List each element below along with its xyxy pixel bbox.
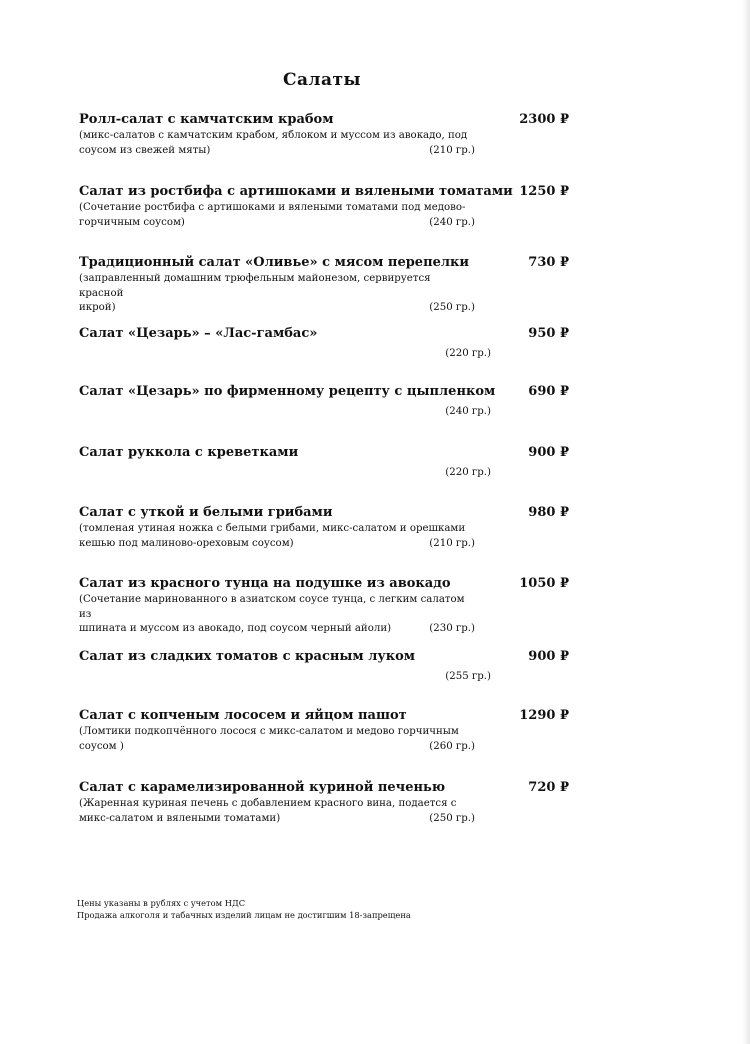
item-weight: (210 гр.) (429, 537, 475, 549)
item-weight: (260 гр.) (429, 740, 475, 752)
menu-item (79, 708, 569, 754)
menu-item (79, 780, 569, 826)
item-price: 1250 ₽ (519, 184, 569, 199)
item-weight: (210 гр.) (429, 144, 475, 156)
item-name: Салат с копченым лососем и яйцом пашот (79, 708, 407, 723)
item-description (79, 129, 475, 158)
item-name: Салат руккола с креветками (79, 445, 299, 460)
item-price: 1290 ₽ (519, 708, 569, 723)
menu-item (79, 505, 569, 551)
desc-line: (Ломтики подкопчённого лосося с микс-салатом и медово горчичным (79, 726, 459, 737)
menu-item (79, 326, 569, 361)
footer-notes (77, 897, 411, 921)
item-weight: (220 гр.) (445, 348, 491, 359)
item-price: 900 ₽ (528, 649, 569, 664)
desc-line: (250 гр.) икрой) (79, 301, 475, 316)
item-description (79, 272, 475, 316)
desc-line: (микс-салатов с камчатским крабом, яблоком и муссом из авокадо, под (79, 130, 468, 141)
menu-item (79, 445, 569, 480)
item-price: 2300 ₽ (519, 112, 569, 127)
menu-item (79, 255, 569, 316)
item-price: 690 ₽ (528, 384, 569, 399)
item-price: 980 ₽ (528, 505, 569, 520)
item-weight: (250 гр.) (429, 302, 475, 313)
item-weight: (220 гр.) (445, 467, 491, 478)
desc-line: (240 гр.) горчичным соусом) (79, 216, 475, 231)
menu-item (79, 112, 569, 158)
desc-line: (260 гр.) соусом ) (79, 740, 475, 755)
item-price: 720 ₽ (528, 780, 569, 795)
desc-line: (230 гр.) шпината и муссом из авокадо, под соусом черный айоли) (79, 622, 475, 637)
menu-item (79, 576, 569, 637)
menu-item (79, 649, 569, 684)
desc-line: (Сочетание ростбифа с артишоками и вялеными томатами под медово- (79, 202, 466, 213)
item-description (79, 593, 475, 637)
page-edge-shadow (742, 0, 750, 1044)
item-name: Ролл-салат с камчатским крабом (79, 112, 334, 127)
item-price: 1050 ₽ (519, 576, 569, 591)
desc-line: (заправленный домашним трюфельным майонезом, сервируется красной (79, 273, 431, 299)
menu-item (79, 184, 569, 230)
item-name: Салат «Цезарь» по фирменному рецепту с цыпленком (79, 384, 496, 399)
desc-line: (250 гр.) микс-салатом и вялеными томатами) (79, 812, 475, 827)
item-price: 900 ₽ (528, 445, 569, 460)
item-weight: (240 гр.) (445, 406, 491, 417)
desc-line: (210 гр.) соусом из свежей мяты) (79, 144, 475, 159)
item-description (79, 201, 475, 230)
desc-line: (Жаренная куриная печень с добавлением красного вина, подается с (79, 798, 457, 809)
item-name: Салат «Цезарь» – «Лас-гамбас» (79, 326, 318, 341)
item-weight: (230 гр.) (429, 623, 475, 634)
desc-line: (210 гр.) кешью под малиново-ореховым соусом) (79, 537, 475, 552)
desc-line: (томленая утиная ножка с белыми грибами, микс-салатом и орешками (79, 523, 466, 534)
item-description (79, 725, 475, 754)
item-name: Салат из ростбифа с артишоками и вялеными томатами (79, 184, 513, 199)
footer-age-note: Продажа алкоголя и табачных изделий лицам не достигшим 18-запрещена (77, 910, 411, 920)
item-name: Салат из красного тунца на подушке из авокадо (79, 576, 451, 591)
menu-item (79, 384, 569, 419)
item-weight: (255 гр.) (445, 671, 491, 682)
item-name: Салат с уткой и белыми грибами (79, 505, 333, 520)
item-description (79, 797, 475, 826)
page-title: Салаты (282, 70, 362, 90)
desc-line: (Сочетание маринованного в азиатском соусе тунца, с легким салатом из (79, 594, 465, 620)
item-name: Салат из сладких томатов с красным луком (79, 649, 416, 664)
item-name: Традиционный салат «Оливье» с мясом перепелки (79, 255, 470, 270)
item-price: 950 ₽ (528, 326, 569, 341)
item-weight: (250 гр.) (429, 812, 475, 824)
item-price: 730 ₽ (528, 255, 569, 270)
item-name: Салат с карамелизированной куриной печенью (79, 780, 446, 795)
footer-vat-note: Цены указаны в рублях с учетом НДС (77, 898, 246, 908)
item-description (79, 522, 475, 551)
item-weight: (240 гр.) (429, 216, 475, 228)
